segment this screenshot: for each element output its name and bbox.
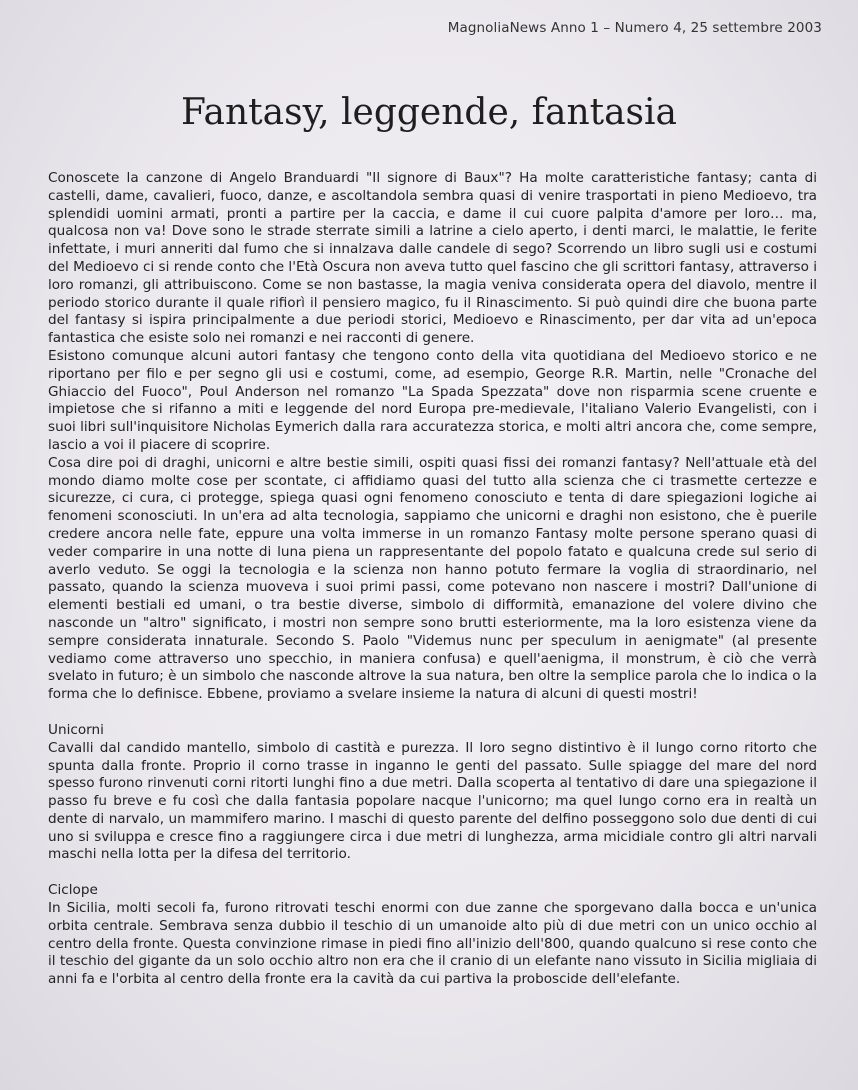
- paragraph: Conoscete la canzone di Angelo Branduardi "Il signore di Baux"? Ha molte caratteristiche fantasy; canta di castelli, dame, cavalieri, fuoco, danze, e ascoltandola sembra quasi di venire trasportati in pieno Medioevo, tra splendidi uomini armati, pronti a partire per la caccia, e dame il cui cuore palpita d'amore per loro… ma, qualcosa non va! Dove sono le strade sterrate simili a latrine a cielo aperto, i denti marci, le malattie, le ferite infettate, i muri anneriti dal fumo che si innalzava dalle candele di sego? Scorrendo un libro sugli usi e costumi del Medioevo ci si rende conto che l'Età Oscura non aveva tutto quel fascino che gli scrittori fantasy, attraverso i loro romanzi, gli attribuiscono. Come se non bastasse, la magia veniva considerata opera del diavolo, mentre il periodo storico durante il quale rifiorì il pensiero magico, fu il Rinascimento. Si può quindi dire che buona parte del fantasy si ispira principalmente a due periodi storici, Medioevo e Rinascimento, per dar vita ad un'epoca fantastica che esiste solo nei romanzi e nei racconti di genere.: [48, 170, 818, 347]
- paragraph: Cosa dire poi di draghi, unicorni e altre bestie simili, ospiti quasi fissi dei romanzi fantasy? Nell'attuale età del mondo diamo molte cose per scontate, ci affidiamo quasi del tutto alla scienza che ci trasmette certezze e sicurezze, ci cura, ci protegge, spiega quasi ogni fenomeno conosciuto e tenta di dare spiegazioni logiche ai fenomeni sconosciuti. In un'era ad alta tecnologia, sappiamo che unicorni e draghi non esistono, che è puerile credere ancora nelle fate, eppure una volta immerse in un romanzo Fantasy molte persone sperano quasi di veder comparire in una notte di luna piena un rappresentante del popolo fatato e qualcuna crede sul serio di averlo veduto. Se oggi la tecnologia e la scienza non hanno potuto fermare la voglia di straordinario, nel passato, quando la scienza muoveva i suoi primi passi, come potevano non nascere i mostri? Dall'unione di elementi bestiali ed umani, o tra bestie diverse, simbolo di difformità, emanazione del volere divino che nasconde un "altro" significato, i mostri non sempre sono brutti esteriormente, ma la loro esistenza viene da sempre considerata innaturale. Secondo S. Paolo "Videmus nunc per speculum in aenigmate" (al presente vediamo come attraverso uno specchio, in maniera confusa) e quell'aenigma, il monstrum, è ciò che verrà svelato in futuro; è un simbolo che nasconde altrove la sua natura, ben oltre la semplice parola che lo indica o la forma che lo definisce. Ebbene, proviamo a svelare insieme la natura di alcuni di questi mostri!: [48, 454, 817, 703]
- section-text-ciclope: In Sicilia, molti secoli fa, furono ritrovati teschi enormi con due zanne che sporgevano dalla bocca e un'unica orbita centrale. Sembrava senza dubbio il teschio di un umanoide alto più di due metri con un unico occhio al centro della fronte. Questa convinzione rimase in piedi fino all'inizio dell'800, quando qualcuno si rese conto che il teschio del gigante da un solo occhio altro non era che il cranio di un elefante nano vissuto in Sicilia migliaia di anni fa e l'orbita al centro della fronte era la cavità da cui partiva la proboscide dell'elefante.: [48, 900, 817, 988]
- issue-header: MagnoliaNews Anno 1 – Numero 4, 25 settembre 2003: [447, 20, 822, 36]
- section-heading-ciclope: Ciclope: [48, 882, 98, 899]
- paragraph: Esistono comunque alcuni autori fantasy che tengono conto della vita quotidiana del Medioevo storico e ne riportano per filo e per segno gli usi e costumi, come, ad esempio, George R.R. Martin, nelle "Cronache del Ghiaccio del Fuoco", Poul Anderson nel romanzo "La Spada Spezzata" dove non risparmia scene cruente e impietose che si rifanno a miti e leggende del nord Europa pre-medievale, l'italiano Valerio Evangelisti, con i suoi libri sull'inquisitore Nicholas Eymerich dalla rara accuratezza storica, e molti altri ancora che, come sempre, lascio a voi il piacere di scoprire.: [48, 347, 817, 453]
- section-text-unicorni: Cavalli dal candido mantello, simbolo di castità e purezza. Il loro segno distintivo è il lungo corno ritorto che spunta dalla fronte. Proprio il corno trasse in inganno le genti del passato. Sulle spiagge del mare del nord spesso furono rinvenuti corni ritorti lunghi fino a due metri. Dalla scoperta al tentativo di dare una spiegazione il passo fu breve e fu così che dalla fantasia popolare nacque l'unicorno; ma quel lungo corno era in realtà un dente di narvalo, un mammifero marino. I maschi di questo parente del delfino posseggono solo due denti di cui uno si sviluppa e cresce fino a raggiungere circa i due metri di lunghezza, arma micidiale contro gli altri narvali maschi nella lotta per la difesa del territorio.: [48, 739, 817, 863]
- article-body: [48, 170, 817, 989]
- section-gap: [48, 704, 817, 722]
- section-gap: [48, 864, 817, 882]
- article-title: Fantasy, leggende, fantasia: [180, 92, 678, 133]
- section-heading-unicorni: Unicorni: [48, 721, 104, 738]
